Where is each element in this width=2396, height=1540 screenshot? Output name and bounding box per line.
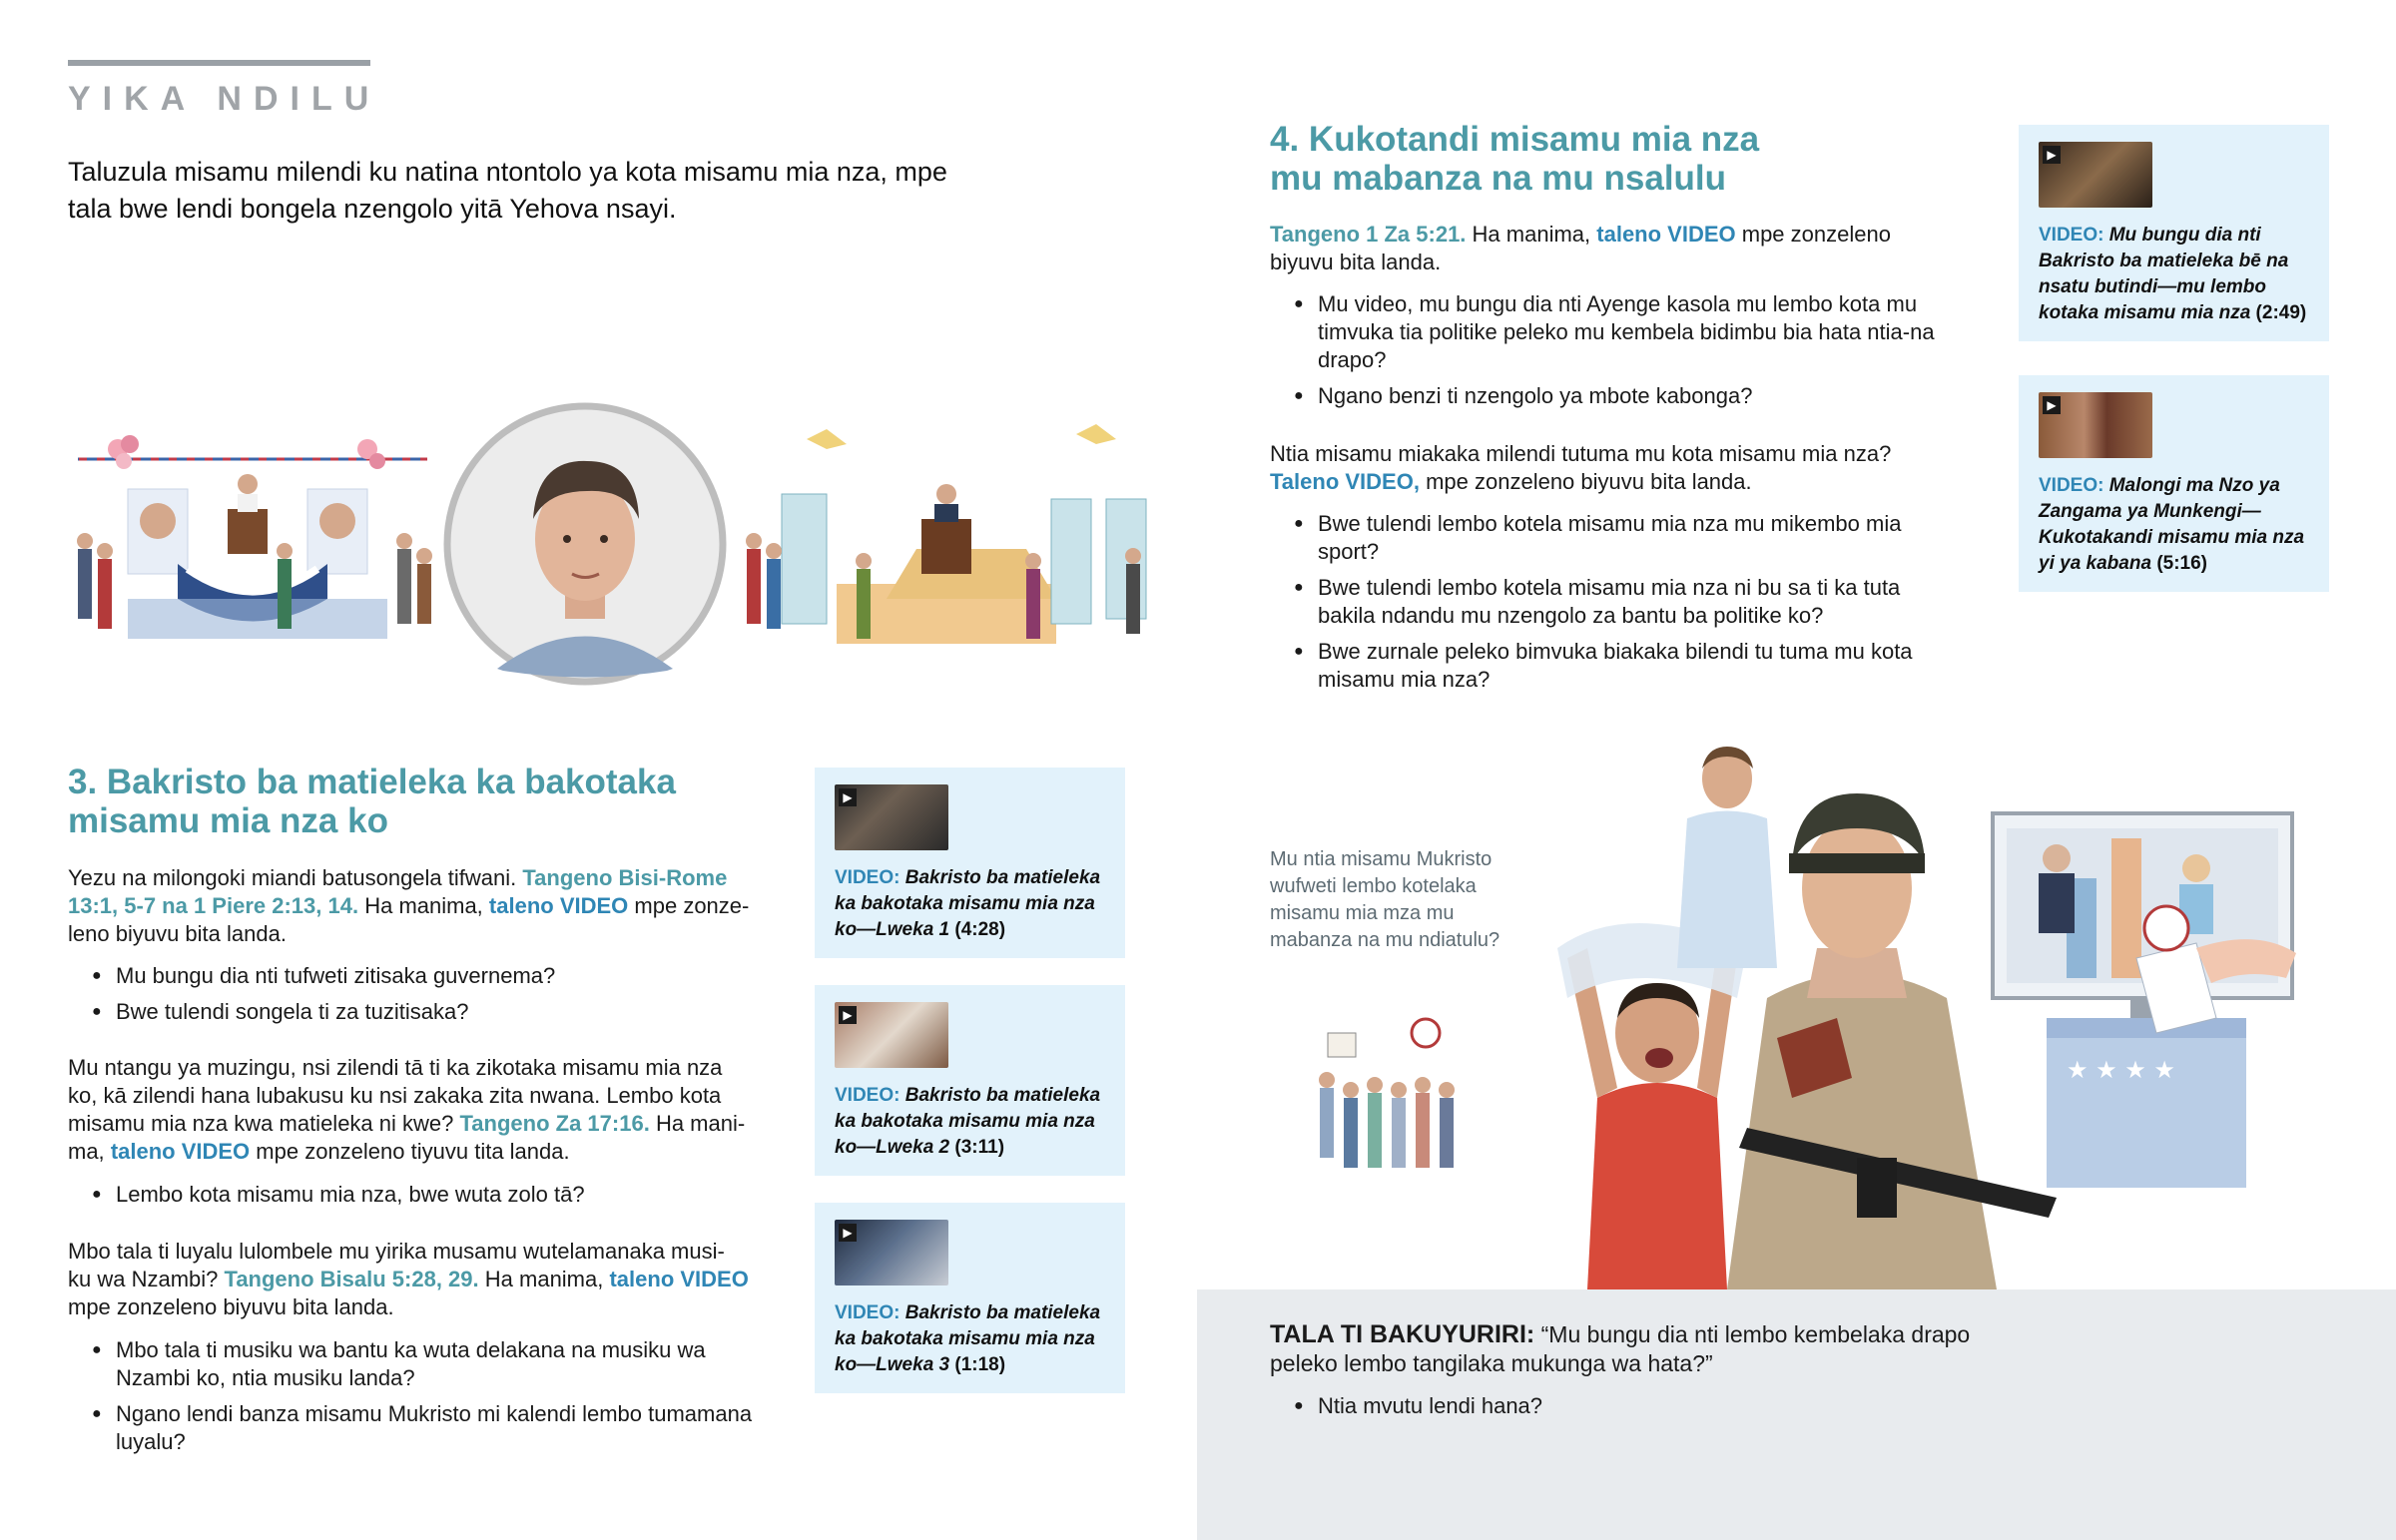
section-3-heading-line1: 3. Bakristo ba matieleka ka bakotaka — [68, 763, 676, 801]
video-thumbnail[interactable] — [2039, 142, 2152, 208]
video-duration: (5:16) — [2156, 553, 2207, 574]
text: Ha manima, — [484, 1267, 604, 1291]
video-title: Bakristo ba matieleka ka bakotaka misamu mia nza ko—Lweka 2 — [835, 1085, 1101, 1158]
video-link[interactable]: taleno VIDEO — [609, 1267, 749, 1291]
video-label: VIDEO: — [2039, 475, 2104, 496]
video-link[interactable]: Taleno VIDEO, — [1270, 469, 1420, 494]
video-caption — [835, 865, 1114, 943]
video-label: VIDEO: — [835, 1085, 900, 1106]
section-3-paragraph-1 — [68, 864, 767, 948]
section-3-heading-line2: misamu mia nza ko — [68, 801, 388, 840]
video-title: Malongi ma Nzo ya Zangama ya Munkengi—Kukotakandi misamu mia nza yi ya kabana — [2039, 475, 2305, 574]
video-caption — [2039, 473, 2323, 577]
question-item: ● Lembo kota misamu mia nza, bwe wuta zolo tā? — [92, 1181, 771, 1209]
video-card[interactable] — [815, 1203, 1125, 1393]
text: mpe zonzeleno biyuvu bita landa. — [68, 1294, 394, 1319]
video-duration: (2:49) — [2255, 302, 2307, 323]
video-caption — [835, 1300, 1114, 1378]
video-thumbnail[interactable] — [835, 784, 948, 850]
video-caption — [835, 1083, 1114, 1161]
play-icon: ▶ — [2043, 396, 2061, 414]
right-rally-scene — [746, 424, 1146, 644]
objection-questions — [1294, 1392, 1993, 1428]
left-rally-scene — [68, 419, 437, 639]
video-link[interactable]: taleno VIDEO — [488, 893, 629, 918]
text: Yezu na milongoki miandi batusongela tifwani. — [68, 865, 517, 890]
scripture-link[interactable]: Tangeno 1 Za 5:21. — [1270, 222, 1467, 247]
question-item: ● Ngano benzi ti nzengolo ya mbote kabonga? — [1294, 382, 1953, 410]
text: Mbo tala ti luyalu lulombele mu yirika musamu wutelamanaka musi- — [68, 1239, 725, 1264]
video-card[interactable] — [815, 985, 1125, 1176]
text: misamu mia nza kwa matieleka ni kwe? — [68, 1111, 454, 1136]
text: ko, kā zilendi hana lubakusu ku nsi zakaka zita nwana. Lembo kota — [68, 1083, 722, 1108]
video-thumbnail[interactable] — [835, 1002, 948, 1068]
section-4-heading-line1: 4. Kukotandi misamu mia nza — [1270, 120, 1760, 159]
objection-quote: peleko lembo tangilaka mukunga wa hata?” — [1270, 1350, 1713, 1376]
section-3-paragraph-2 — [68, 1054, 767, 1166]
video-duration: (1:18) — [954, 1354, 1006, 1375]
video-duration: (3:11) — [954, 1137, 1005, 1158]
video-title: Bakristo ba matieleka ka bakotaka misamu mia nza ko—Lweka 3 — [835, 1302, 1101, 1375]
objection-quote: “Mu bungu dia nti lembo kembelaka drapo — [1540, 1321, 1971, 1347]
video-thumbnail[interactable] — [2039, 392, 2152, 458]
scripture-link[interactable]: Tangeno Bisalu 5:28, 29. — [224, 1267, 479, 1291]
question-item: ● Mu bungu dia nti tufweti zitisaka guvernema? — [92, 962, 771, 990]
scripture-link[interactable]: Tangeno Bisi-Rome — [522, 865, 728, 890]
tv-screen — [1993, 813, 2292, 1020]
video-title: Mu bungu dia nti Bakristo ba matieleka bē na nsatu butindi—mu lembo kotaka misamu mia nza — [2039, 225, 2289, 323]
video-thumbnail[interactable] — [835, 1220, 948, 1285]
objection-text — [1270, 1320, 2029, 1378]
sports-fan-figure — [1557, 923, 1747, 1289]
text: mpe zonzeleno — [1741, 222, 1891, 247]
neutrality-illustration — [1298, 699, 2356, 1289]
text: mpe zonze- — [634, 893, 750, 918]
play-icon: ▶ — [839, 788, 857, 806]
boy-figure — [1677, 747, 1777, 968]
objection-label: TALA TI BAKUYURIRI: — [1270, 1320, 1535, 1348]
play-icon: ▶ — [839, 1006, 857, 1024]
video-link[interactable]: taleno VIDEO — [1596, 222, 1736, 247]
section-4-heading-line2: mu mabanza na mu nsalulu — [1270, 159, 1727, 198]
question-item: ● Mu video, mu bungu dia nti Ayenge kasola mu lembo kota mu timvuka tia politike peleko mu kembela bidimbu bia hata ntia-na drapo? — [1294, 290, 1953, 374]
question-item: ● Ngano lendi banza misamu Mukristo mi kalendi lembo tumamana luyalu? — [92, 1400, 771, 1456]
section-3-heading — [68, 763, 827, 840]
text: mpe zonzeleno biyuvu bita landa. — [1426, 469, 1752, 494]
question-item: ● Ntia mvutu lendi hana? — [1294, 1392, 1993, 1420]
protesters-group — [1319, 1019, 1455, 1168]
christian-man-portrait — [447, 406, 723, 682]
section-4-heading — [1270, 120, 1969, 198]
section-4-questions-2 — [1294, 510, 1953, 702]
video-card[interactable] — [2019, 375, 2329, 592]
section-4-paragraph-1 — [1270, 221, 1969, 276]
text: Ntia misamu miakaka milendi tutuma mu kota misamu mia nza? — [1270, 441, 1892, 466]
page-title: YIKA NDILU — [68, 80, 381, 118]
section-3-questions-3 — [92, 1336, 771, 1464]
video-label: VIDEO: — [835, 867, 900, 888]
video-card[interactable] — [815, 768, 1125, 958]
scripture-link[interactable]: 13:1, 5-7 na 1 Piere 2:13, 14. — [68, 893, 359, 918]
text: mpe zonzeleno tiyuvu tita landa. — [256, 1139, 570, 1164]
svg-text:★ ★ ★ ★: ★ ★ ★ ★ — [2067, 1056, 2175, 1084]
play-icon: ▶ — [839, 1224, 857, 1242]
section-3-questions-2 — [92, 1181, 771, 1217]
play-icon: ▶ — [2043, 146, 2061, 164]
text: Mu ntangu ya muzingu, nsi zilendi tā ti ka zikotaka misamu mia nza — [68, 1055, 723, 1080]
text: biyuvu bita landa. — [1270, 250, 1442, 274]
text: Ha manima, — [1472, 222, 1591, 247]
question-item: ● Mbo tala ti musiku wa bantu ka wuta delakana na musiku wa Nzambi ko, ntia musiku landa? — [92, 1336, 771, 1392]
question-item: ● Bwe zurnale peleko bimvuka biakaka bilendi tu tuma mu kota misamu mia nza? — [1294, 638, 1953, 694]
video-link[interactable]: taleno VIDEO — [110, 1139, 251, 1164]
video-title: Bakristo ba matieleka ka bakotaka misamu mia nza ko—Lweka 1 — [835, 867, 1101, 940]
section-4-paragraph-2 — [1270, 440, 1969, 496]
question-item: ● Bwe tulendi lembo kotela misamu mia nza mu mikembo mia sport? — [1294, 510, 1953, 566]
text: ma, — [68, 1139, 105, 1164]
scripture-link[interactable]: Tangeno Za 17:16. — [459, 1111, 650, 1136]
section-3-paragraph-3 — [68, 1238, 767, 1321]
section-3-questions-1 — [92, 962, 771, 1034]
text: leno biyuvu bita landa. — [68, 921, 287, 946]
text: ku wa Nzambi? — [68, 1267, 219, 1291]
question-item: ● Bwe tulendi lembo kotela misamu mia nza ni bu sa ti ka tuta bakila ndandu mu nzengolo za bantu ba politike ko? — [1294, 574, 1953, 630]
video-card[interactable] — [2019, 125, 2329, 341]
text: Ha manima, — [364, 893, 483, 918]
political-rally-illustration — [68, 399, 1152, 689]
intro-text: Taluzula misamu milendi ku natina ntontolo ya kota misamu mia nza, mpe tala bwe lendi bongela nzengolo yitā Yehova nsayi. — [68, 157, 947, 224]
illustration-caption: Mu ntia misamu Mukristo wufweti lembo kotelaka misamu mia mza mu mabanza na mu ndiatulu? — [1270, 848, 1500, 951]
section-4-questions-1 — [1294, 290, 1953, 418]
text: Ha mani- — [655, 1111, 746, 1136]
video-label: VIDEO: — [835, 1302, 900, 1323]
video-label: VIDEO: — [2039, 225, 2104, 246]
header-rule — [68, 60, 370, 66]
video-caption — [2039, 223, 2323, 326]
question-item: ● Bwe tulendi songela ti za tuzitisaka? — [92, 998, 771, 1026]
video-duration: (4:28) — [954, 919, 1006, 940]
